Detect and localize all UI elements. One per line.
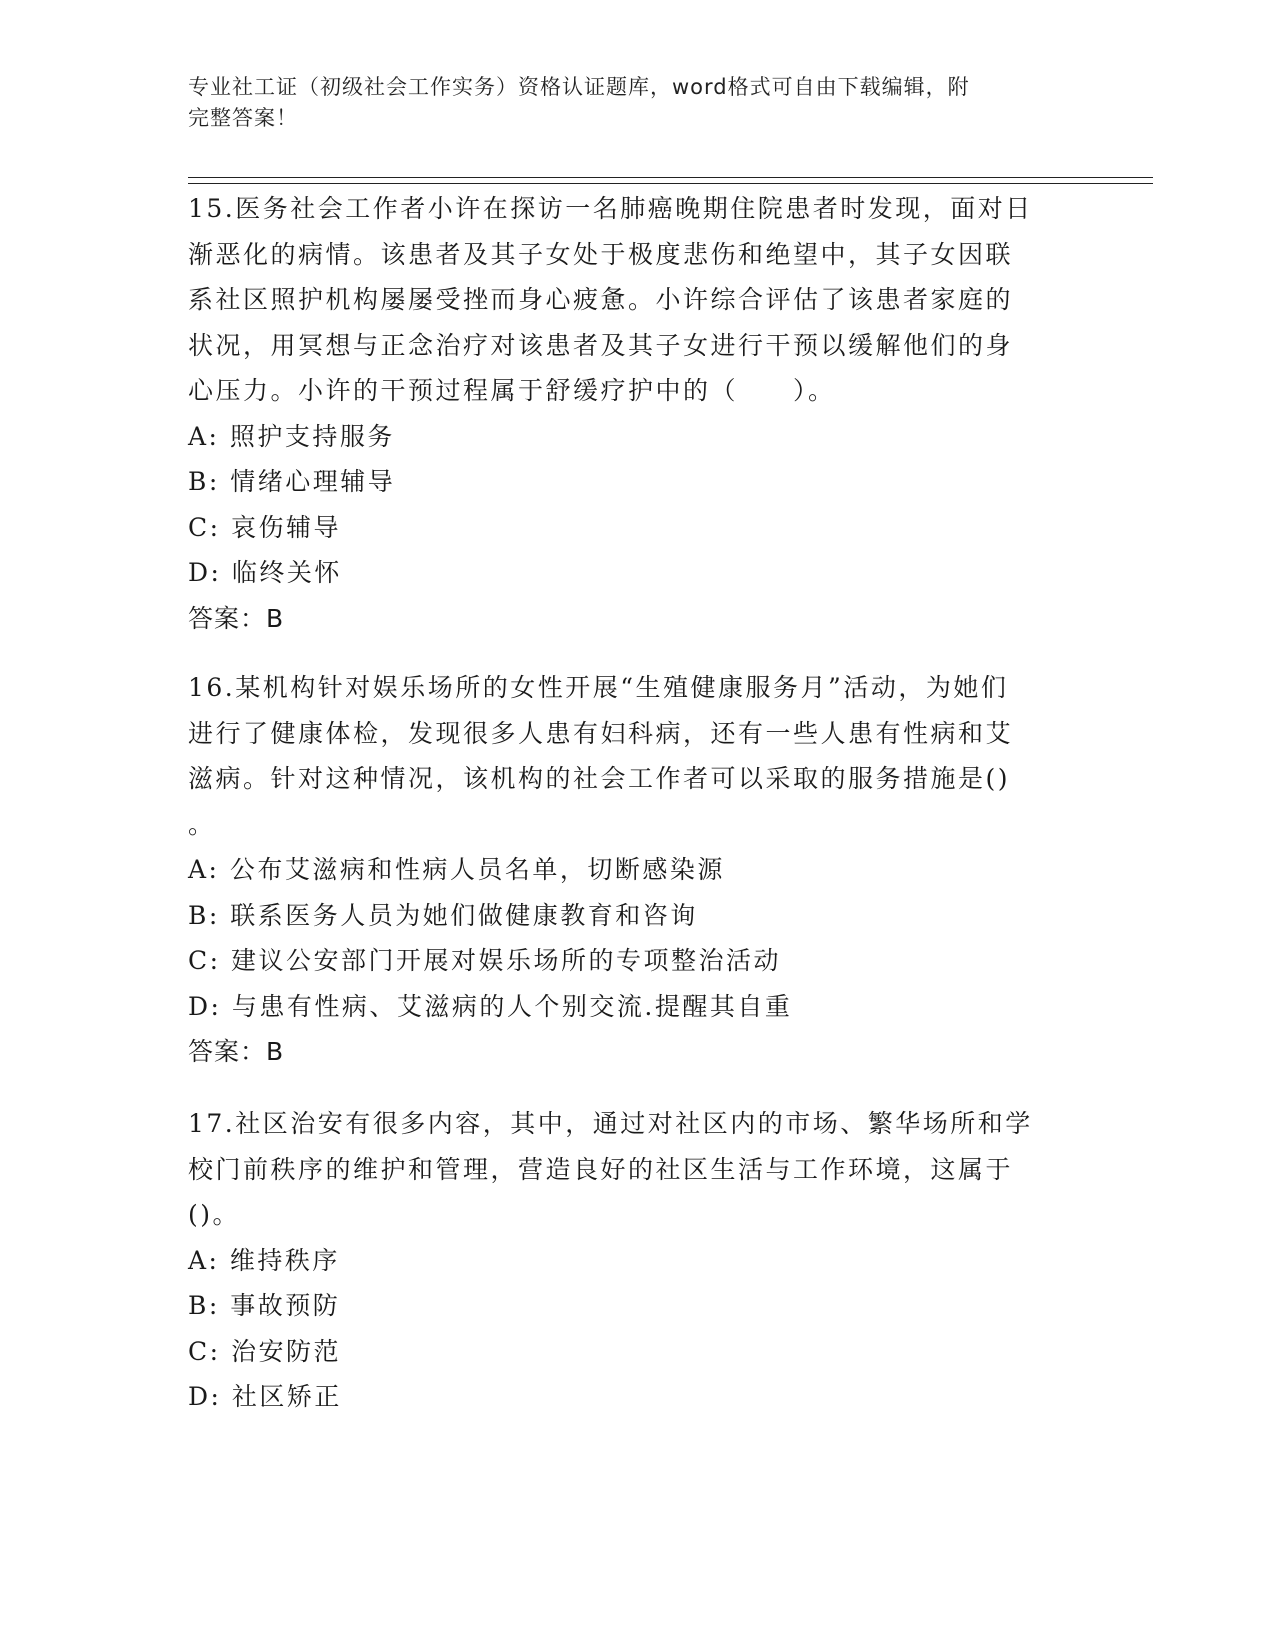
question-17 (188, 1101, 1068, 1420)
option-c: C: 治安防范 (188, 1336, 341, 1366)
header-divider (188, 183, 1153, 184)
option-d: D: 社区矫正 (188, 1382, 342, 1411)
document-header (188, 72, 1068, 134)
option-b: B: 情绪心理辅导 (188, 467, 396, 496)
question-text-line: 16.某机构针对娱乐场所的女性开展“生殖健康服务月”活动，为她们 (188, 673, 1009, 702)
header-line: 专业社工证（初级社会工作实务）资格认证题库，word格式可自由下载编辑，附 (188, 75, 970, 99)
question-text-line: 渐恶化的病情。该患者及其子女处于极度悲伤和绝望中，其子女因联 (188, 239, 1014, 269)
question-text-line: 状况，用冥想与正念治疗对该患者及其子女进行干预以缓解他们的身 (188, 330, 1014, 360)
question-text-line: 滋病。针对这种情况，该机构的社会工作者可以采取的服务措施是() (188, 764, 1011, 793)
question-16 (188, 665, 1068, 1074)
question-text-line: 系社区照护机构屡屡受挫而身心疲惫。小许综合评估了该患者家庭的 (188, 285, 1014, 314)
header-line: 完整答案！ (188, 106, 298, 130)
option-d: D: 与患有性病、艾滋病的人个别交流.提醒其自重 (188, 991, 793, 1021)
question-text-line: 15.医务社会工作者小许在探访一名肺癌晚期住院患者时发现，面对日 (188, 194, 1033, 223)
answer-line: 答案：B (188, 1037, 285, 1066)
question-text-line: 进行了健康体检，发现很多人患有妇科病，还有一些人患有性病和艾 (188, 718, 1014, 748)
question-text-line: ()。 (188, 1200, 241, 1229)
question-text-line: 。 (188, 809, 216, 839)
option-d: D: 临终关怀 (188, 558, 342, 587)
question-text-line: 心压力。小许的干预过程属于舒缓疗护中的（ ）。 (188, 376, 836, 405)
option-a: A: 照护支持服务 (188, 421, 395, 451)
header-divider (188, 177, 1153, 178)
option-c: C: 哀伤辅导 (188, 512, 341, 542)
answer-line: 答案：B (188, 603, 285, 633)
option-a: A: 维持秩序 (188, 1245, 340, 1275)
option-c: C: 建议公安部门开展对娱乐场所的专项整治活动 (188, 946, 781, 975)
option-b: B: 联系医务人员为她们做健康教育和咨询 (188, 900, 698, 930)
question-text-line: 校门前秩序的维护和管理，营造良好的社区生活与工作环境，这属于 (188, 1154, 1014, 1184)
question-text-line: 17.社区治安有很多内容，其中，通过对社区内的市场、繁华场所和学 (188, 1109, 1033, 1138)
question-15 (188, 186, 1068, 641)
option-b: B: 事故预防 (188, 1291, 341, 1320)
option-a: A: 公布艾滋病和性病人员名单，切断感染源 (188, 855, 725, 884)
